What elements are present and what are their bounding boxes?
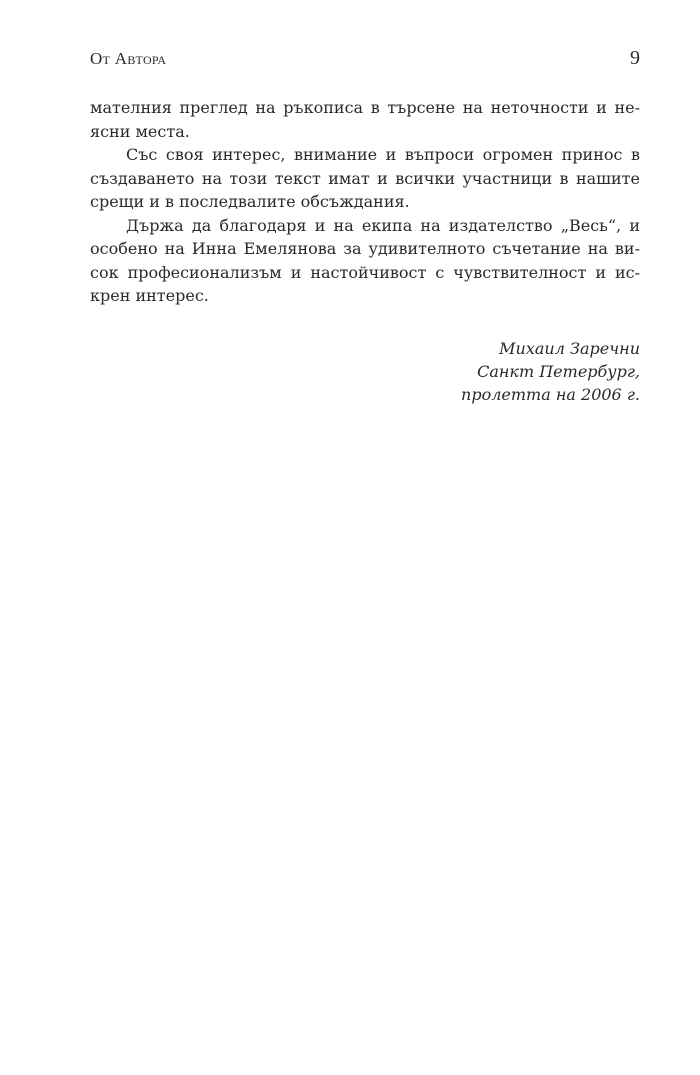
text-line: създаването на този текст имат и всички участници в нашите	[90, 168, 640, 188]
text-line: срещи и в последвалите обсъждания.	[90, 192, 410, 211]
page-number: 9	[630, 47, 640, 69]
text-line: сок професионализъм и настойчивост с чувствителност и ис-	[90, 262, 640, 282]
body-text	[90, 96, 640, 308]
author-name: Михаил Заречни	[499, 339, 640, 358]
running-header	[90, 47, 640, 71]
signature-date: пролетта на 2006 г.	[461, 385, 640, 404]
signature-place: Санкт Петербург,	[477, 362, 640, 381]
chapter-title: От Автора	[90, 49, 167, 68]
text-line: Със своя интерес, внимание и въпроси огромен принос в	[126, 145, 640, 164]
signature-block	[240, 337, 640, 406]
text-line: Държа да благодаря и на екипа на издателство „Весь“, и	[126, 215, 640, 235]
text-line: ясни места.	[90, 121, 190, 141]
text-line: мателния преглед на ръкописа в търсене на неточности и не-	[90, 98, 640, 117]
text-line: особено на Инна Емелянова за удивителното съчетание на ви-	[90, 239, 640, 258]
text-line: крен интерес.	[90, 286, 209, 305]
